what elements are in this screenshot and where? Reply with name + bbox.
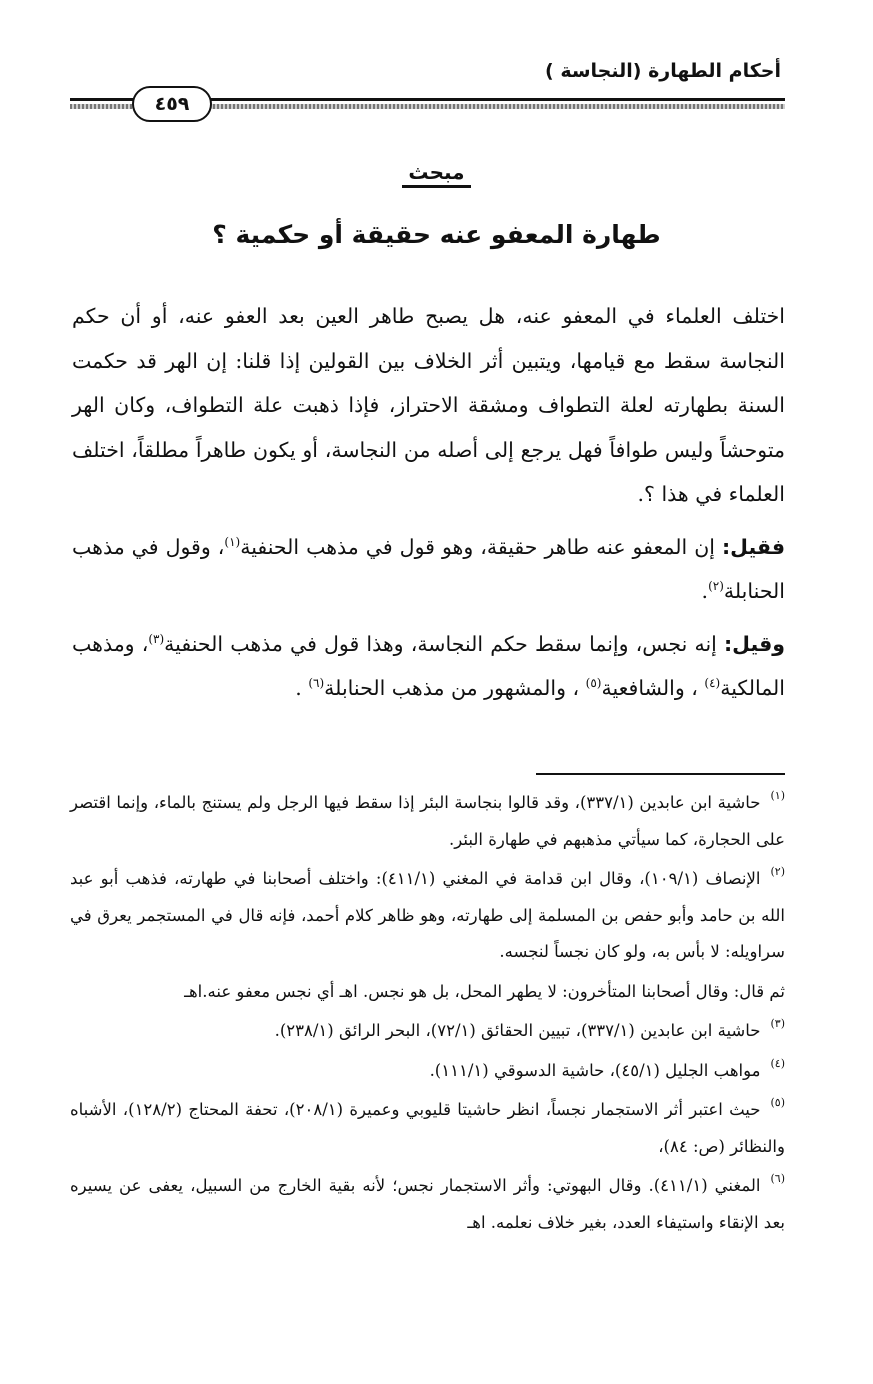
footnote-separator: [536, 773, 785, 775]
footnote-3: ٣حاشية ابن عابدين (٣٣٧/١)، تبيين الحقائق (٧٢/١)، البحر الرائق (٢٣٨/١).: [274, 1017, 781, 1040]
section-label-text: مبحث: [402, 160, 470, 188]
paragraph-intro: اختلف العلماء في المعفو عنه، هل يصبح طاهر العين بعد العفو عنه، أو أن حكم النجاسة سقط مع قيامها، ويتبين أثر الخلاف بين القولين إذا قلنا: إن الهر قد حكمت السنة بطهارته لعلة التطواف ومشقة الاحتراز، فإذا ذهبت علة التطواف، وكان الهر متوحشاً وليس طوافاً فهل يرجع إلى أصله من النجاسة، أو يكون طاهراً مطلقاً، اختلف العلماء في هذا ؟.: [72, 304, 785, 506]
footnote-2-continued: [70, 974, 785, 1011]
footnote-ref[interactable]: (١): [224, 534, 241, 549]
section-label: [0, 160, 873, 184]
paragraph-text: ، والمشهور من مذهب الحنابلة: [324, 676, 586, 700]
footnote-text: ثم قال: وقال أصحابنا المتأخرون: لا يطهر المحل، بل هو نجس. اهـ أي نجس معفو عنه.اهـ: [184, 981, 785, 1001]
footnote-ref[interactable]: (٦): [308, 676, 325, 690]
paragraph-lead: فقيل:: [721, 534, 785, 559]
footnote-ref[interactable]: (٥): [585, 676, 602, 690]
paragraph-text: ، والشافعية: [601, 676, 705, 700]
footnotes: [70, 785, 785, 1241]
footnote-text: حاشية ابن عابدين (٣٣٧/١)، تبيين الحقائق (٧٢/١)، البحر الرائق (٢٣٨/١).: [274, 1021, 761, 1040]
page-number: ٤٥٩: [132, 86, 212, 122]
footnote-text: المغني (٤١١/١). وقال البهوتي: وأثر الاستجمار نجس؛ لأنه بقية الخارج من السبيل، يعفى عن يسيره بعد الإنقاء واستيفاء العدد، بغير خلاف نعلمه. اهـ: [70, 1176, 785, 1232]
paragraph-text: .: [295, 676, 309, 700]
footnote-1: ١حاشية ابن عابدين (٣٣٧/١)، وقد قالوا بنجاسة البئر إذا سقط فيها الرجل ولم يستنج بالماء، وإنما اقتصر على الحجارة، كما سيأتي مذهبهم في طهارة البئر.: [70, 789, 785, 849]
paragraph-text: ، ومذهب المالكية: [72, 631, 785, 700]
footnote-text: الإنصاف (١٠٩/١)، وقال ابن قدامة في المغني (٤١١/١): واختلف أصحابنا في طهارته، فذهب أبو عبد الله بن حامد وأبو حفص بن المسلمة إلى طهارته، وهو ظاهر كلام أحمد، فإنه قال في المستجمر يعرق في سراويله: لا بأس به، ولو كان نجساً لنجسه.: [70, 869, 785, 961]
body-text: [72, 294, 785, 711]
paragraph-second-opinion: [72, 622, 785, 711]
header-rule-left: [70, 98, 136, 101]
paragraph-text: إن المعفو عنه طاهر حقيقة، وهو قول في مذهب الحنفية: [240, 534, 722, 559]
paragraph-text: .: [701, 579, 709, 603]
footnote-text: حيث اعتبر أثر الاستجمار نجساً، انظر حاشيتا قليوبي وعميرة (٢٠٨/١)، تحفة المحتاج (١٢٨/٢)، الأشباه والنظائر (ص: ٨٤)،: [70, 1100, 785, 1156]
header-rule: [205, 98, 785, 101]
footnote-4: ٤مواهب الجليل (٤٥/١)، حاشية الدسوقي (١١١/١).: [429, 1056, 781, 1080]
paragraph-lead: وقيل:: [723, 631, 785, 656]
footnote-text: مواهب الجليل (٤٥/١)، حاشية الدسوقي (١١١/١).: [429, 1060, 761, 1080]
running-title: أحكام الطهارة (النجاسة ): [545, 60, 781, 82]
section-title: طهارة المعفو عنه حقيقة أو حكمية ؟: [212, 220, 661, 249]
paragraph-first-opinion: [72, 525, 785, 614]
footnote-5: ٥حيث اعتبر أثر الاستجمار نجساً، انظر حاشيتا قليوبي وعميرة (٢٠٨/١)، تحفة المحتاج (١٢٨/٢)، الأشباه والنظائر (ص: ٨٤)،: [70, 1096, 785, 1156]
footnote-2: ٢الإنصاف (١٠٩/١)، وقال ابن قدامة في المغني (٤١١/١): واختلف أصحابنا في طهارته، فذهب أبو عبد الله بن حامد وأبو حفص بن المسلمة إلى طهارته، وهو ظاهر كلام أحمد، فإنه قال في المستجمر يعرق في سراويله: لا بأس به، ولو كان نجساً لنجسه.: [70, 865, 785, 961]
footnote-6: ٦المغني (٤١١/١). وقال البهوتي: وأثر الاستجمار نجس؛ لأنه بقية الخارج من السبيل، يعفى عن يسيره بعد الإنقاء واستيفاء العدد، بغير خلاف نعلمه. اهـ: [70, 1172, 785, 1232]
paragraph-text: إنه نجس، وإنما سقط حكم النجاسة، وهذا قول في مذهب الحنفية: [164, 631, 724, 656]
paragraph-text: ، وقول في مذهب الحنابلة: [72, 534, 785, 603]
footnote-text: حاشية ابن عابدين (٣٣٧/١)، وقد قالوا بنجاسة البئر إذا سقط فيها الرجل ولم يستنج بالماء، وإنما اقتصر على الحجارة، كما سيأتي مذهبهم في طهارة البئر.: [70, 793, 785, 849]
footnote-ref[interactable]: (٢): [708, 579, 724, 593]
footnote-ref[interactable]: (٣): [148, 631, 165, 646]
footnote-ref[interactable]: (٤): [704, 676, 721, 690]
header-rule-left-pattern: [70, 104, 136, 109]
header-rule-pattern: [205, 104, 785, 109]
